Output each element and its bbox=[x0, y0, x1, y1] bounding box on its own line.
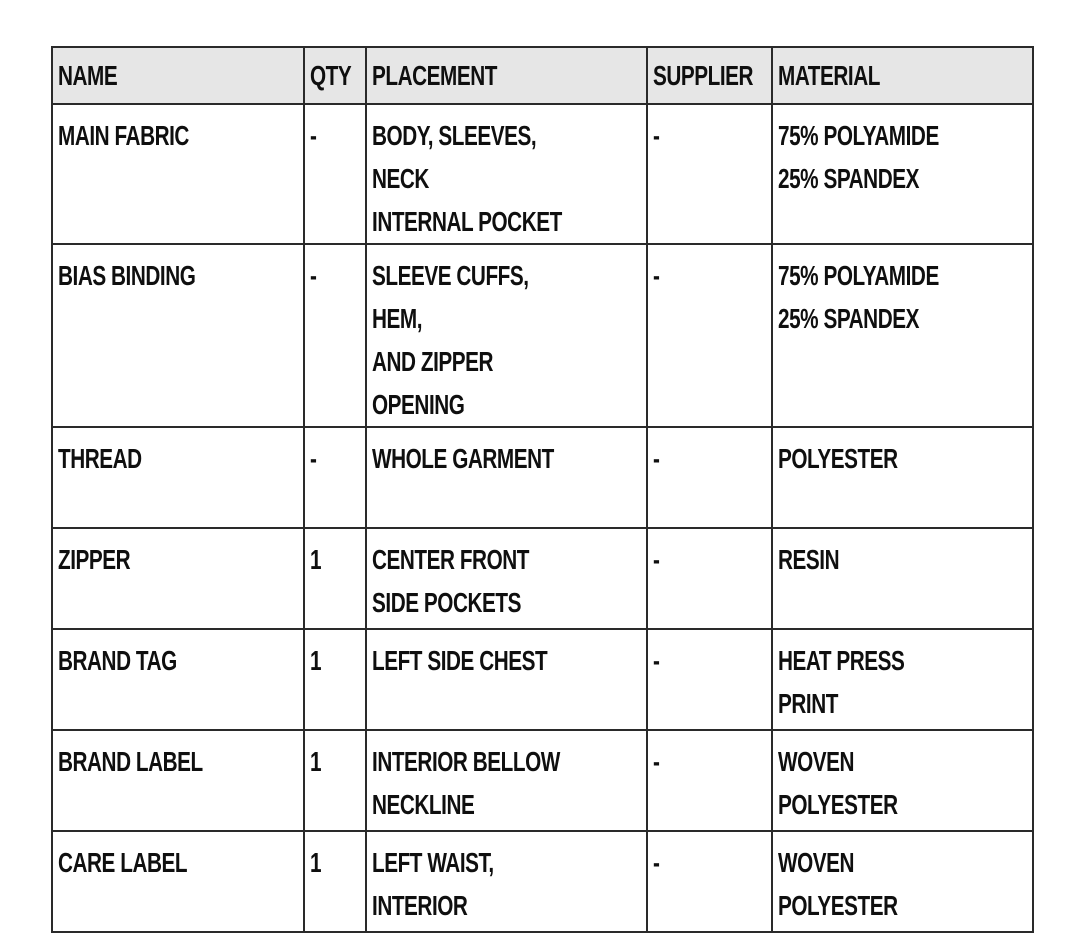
cell-name: BIAS BINDING bbox=[52, 244, 304, 427]
cell-material: WOVEN POLYESTER bbox=[772, 831, 1033, 932]
cell-placement: WHOLE GARMENT bbox=[366, 427, 647, 528]
table-row bbox=[52, 427, 1033, 528]
bill-of-materials-table bbox=[51, 46, 1034, 933]
header-placement: PLACEMENT bbox=[366, 47, 647, 104]
cell-placement: SLEEVE CUFFS, HEM, AND ZIPPER OPENING bbox=[366, 244, 647, 427]
cell-material: 75% POLYAMIDE 25% SPANDEX bbox=[772, 244, 1033, 427]
cell-material: 75% POLYAMIDE 25% SPANDEX bbox=[772, 104, 1033, 244]
cell-material: POLYESTER bbox=[772, 427, 1033, 528]
cell-name: THREAD bbox=[52, 427, 304, 528]
cell-supplier: - bbox=[647, 528, 772, 629]
cell-material: WOVEN POLYESTER bbox=[772, 730, 1033, 831]
cell-name: CARE LABEL bbox=[52, 831, 304, 932]
cell-qty: - bbox=[304, 427, 366, 528]
cell-placement: INTERIOR BELLOW NECKLINE bbox=[366, 730, 647, 831]
cell-placement: BODY, SLEEVES, NECK INTERNAL POCKET bbox=[366, 104, 647, 244]
cell-name: ZIPPER bbox=[52, 528, 304, 629]
cell-supplier: - bbox=[647, 427, 772, 528]
cell-supplier: - bbox=[647, 629, 772, 730]
cell-name: MAIN FABRIC bbox=[52, 104, 304, 244]
header-name: NAME bbox=[52, 47, 304, 104]
cell-placement: LEFT SIDE CHEST bbox=[366, 629, 647, 730]
cell-placement: LEFT WAIST, INTERIOR bbox=[366, 831, 647, 932]
cell-name: BRAND TAG bbox=[52, 629, 304, 730]
table-header bbox=[52, 47, 1033, 104]
cell-material: HEAT PRESS PRINT bbox=[772, 629, 1033, 730]
table-row bbox=[52, 730, 1033, 831]
cell-supplier: - bbox=[647, 730, 772, 831]
header-row bbox=[52, 47, 1033, 104]
cell-supplier: - bbox=[647, 244, 772, 427]
table-row bbox=[52, 831, 1033, 932]
cell-placement: CENTER FRONT SIDE POCKETS bbox=[366, 528, 647, 629]
cell-name: BRAND LABEL bbox=[52, 730, 304, 831]
table-row bbox=[52, 244, 1033, 427]
cell-qty: - bbox=[304, 104, 366, 244]
table-row bbox=[52, 528, 1033, 629]
cell-qty: - bbox=[304, 244, 366, 427]
table-row bbox=[52, 104, 1033, 244]
cell-qty: 1 bbox=[304, 629, 366, 730]
cell-supplier: - bbox=[647, 104, 772, 244]
cell-material: RESIN bbox=[772, 528, 1033, 629]
cell-supplier: - bbox=[647, 831, 772, 932]
table-row bbox=[52, 629, 1033, 730]
header-material: MATERIAL bbox=[772, 47, 1033, 104]
table-body bbox=[52, 104, 1033, 932]
cell-qty: 1 bbox=[304, 831, 366, 932]
cell-qty: 1 bbox=[304, 730, 366, 831]
header-qty: QTY bbox=[304, 47, 366, 104]
cell-qty: 1 bbox=[304, 528, 366, 629]
header-supplier: SUPPLIER bbox=[647, 47, 772, 104]
